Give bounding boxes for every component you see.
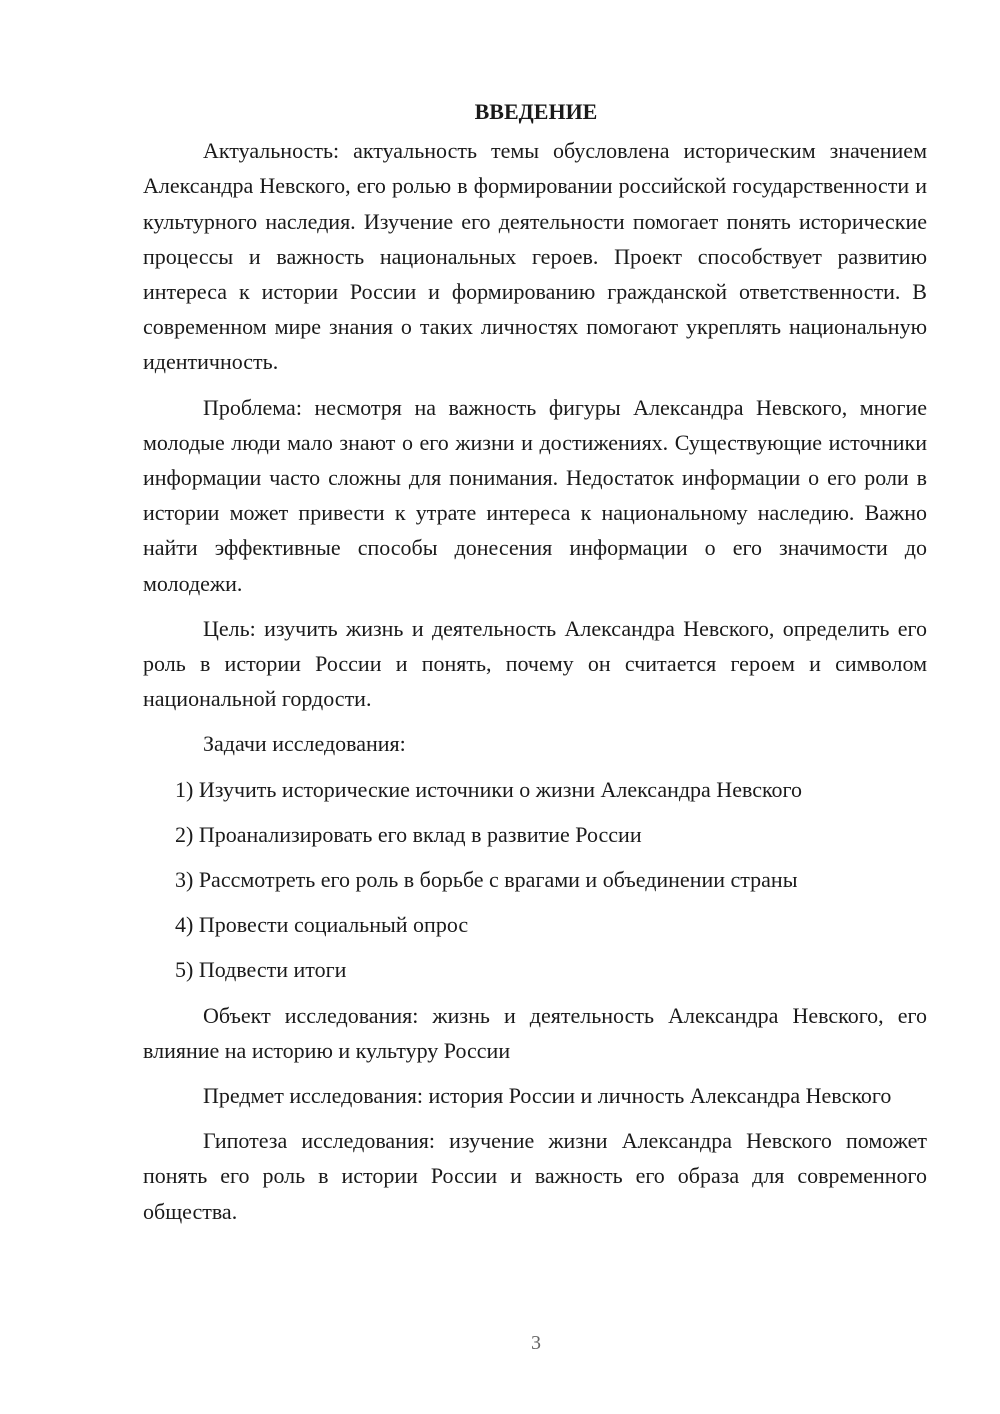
document-page <box>143 94 927 1239</box>
task-item: 3) Рассмотреть его роль в борьбе с врагами и объединении страны <box>175 867 798 893</box>
tasks-heading: Задачи исследования: <box>203 731 406 757</box>
goal-paragraph: Цель: изучить жизнь и деятельность Александра Невского, определить его роль в истории России и понять, почему он считается героем и символом национальной гордости. <box>143 615 927 712</box>
task-item: 4) Провести социальный опрос <box>175 912 469 938</box>
task-item: 2) Проанализировать его вклад в развитие России <box>175 821 642 847</box>
task-item: 1) Изучить исторические источники о жизни Александра Невского <box>175 776 803 802</box>
task-item: 5) Подвести итоги <box>175 957 347 983</box>
page-number: 3 <box>531 1332 541 1354</box>
relevance-paragraph: Актуальность: актуальность темы обусловлена историческим значением Александра Невского, его ролью в формировании российской государственности и культурного наследия. Изучение его деятельности помогает понять исторические процессы и важность национальных героев. Проект способствует развитию интереса к истории России и формированию гражданской ответственности. В современном мире знания о таких личностях помогают укреплять национальную идентичность. <box>143 138 927 375</box>
tasks-list <box>143 772 927 988</box>
object-paragraph: Объект исследования: жизнь и деятельность Александра Невского, его влияние на историю и культуру России <box>143 1002 927 1063</box>
subject-paragraph: Предмет исследования: история России и личность Александра Невского <box>203 1083 892 1109</box>
problem-paragraph: Проблема: несмотря на важность фигуры Александра Невского, многие молодые люди мало знают о его жизни и достижениях. Существующие источники информации часто сложны для понимания. Недостаток информации о его роли в истории может привести к утрате интереса к национальному наследию. Важно найти эффективные способы донесения информации о его значимости до молодежи. <box>143 394 927 596</box>
hypothesis-paragraph: Гипотеза исследования: изучение жизни Александра Невского поможет понять его роль в истории России и важность его образа для современного общества. <box>143 1128 927 1224</box>
document-title: ВВЕДЕНИЕ <box>474 99 598 124</box>
